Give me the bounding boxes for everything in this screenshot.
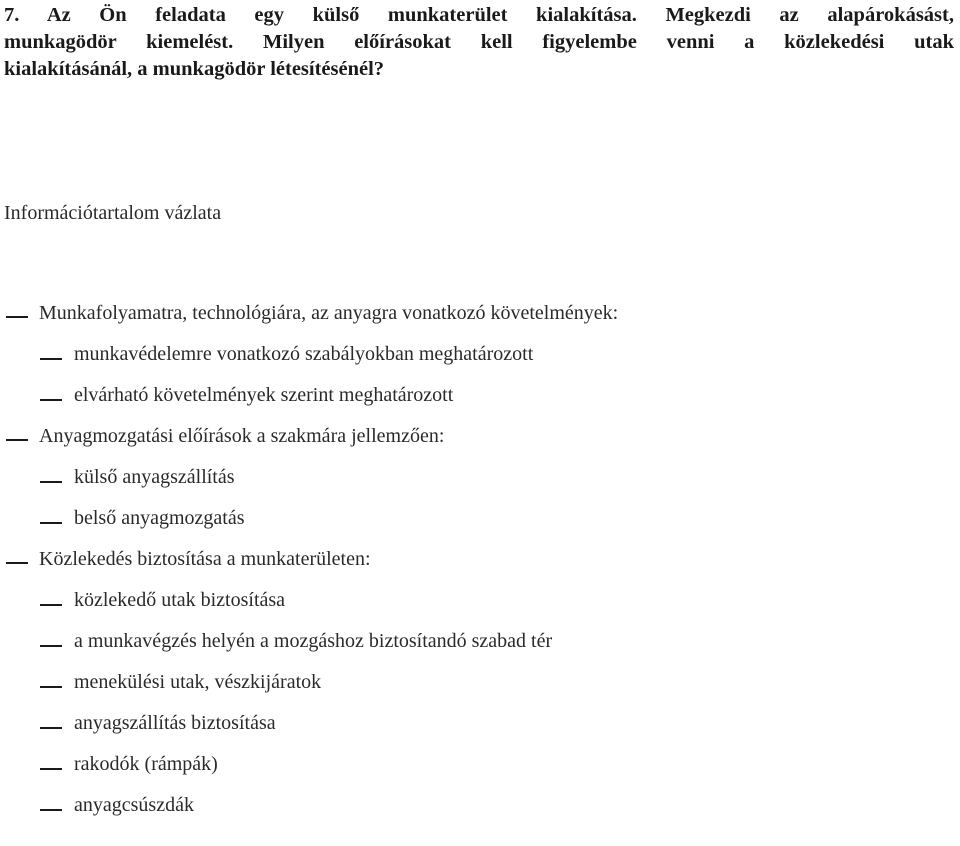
- dash-bullet-icon: [40, 686, 62, 688]
- outline-subitem: anyagcsúszdák: [74, 794, 194, 816]
- section-title: Információtartalom vázlata: [4, 202, 222, 224]
- outline-subitem: munkavédelemre vonatkozó szabályokban meghatározott: [74, 343, 534, 365]
- dash-bullet-icon: [40, 358, 62, 360]
- outline-heading: Anyagmozgatási előírások a szakmára jellemzően:: [39, 425, 445, 447]
- dash-bullet-icon: [6, 439, 28, 441]
- dash-bullet-icon: [40, 481, 62, 483]
- outline-heading: Közlekedés biztosítása a munkaterületen:: [39, 548, 371, 570]
- dash-bullet-icon: [40, 727, 62, 729]
- outline-subitem: belső anyagmozgatás: [74, 507, 245, 529]
- dash-bullet-icon: [6, 316, 28, 318]
- dash-bullet-icon: [40, 809, 62, 811]
- outline-subitem: külső anyagszállítás: [74, 466, 235, 488]
- dash-bullet-icon: [40, 768, 62, 770]
- dash-bullet-icon: [40, 604, 62, 606]
- outline-subitem: anyagszállítás biztosítása: [74, 712, 276, 734]
- question-line: munkagödör kiemelést. Milyen előírásokat kell figyelembe venni a közlekedési utak: [4, 31, 954, 53]
- outline-subitem: rakodók (rámpák): [74, 753, 218, 775]
- dash-bullet-icon: [6, 562, 28, 564]
- dash-bullet-icon: [40, 522, 62, 524]
- outline-subitem: elvárható követelmények szerint meghatározott: [74, 384, 454, 406]
- outline-heading: Munkafolyamatra, technológiára, az anyagra vonatkozó követelmények:: [39, 302, 619, 324]
- outline-subitem: menekülési utak, vészkijáratok: [74, 671, 322, 693]
- question-line: 7. Az Ön feladata egy külső munkaterület kialakítása. Megkezdi az alapárokásást,: [4, 4, 954, 26]
- outline-subitem: a munkavégzés helyén a mozgáshoz biztosítandó szabad tér: [74, 630, 553, 652]
- question-line: kialakításánál, a munkagödör létesítésénél?: [4, 58, 385, 80]
- dash-bullet-icon: [40, 399, 62, 401]
- dash-bullet-icon: [40, 645, 62, 647]
- outline-subitem: közlekedő utak biztosítása: [74, 589, 286, 611]
